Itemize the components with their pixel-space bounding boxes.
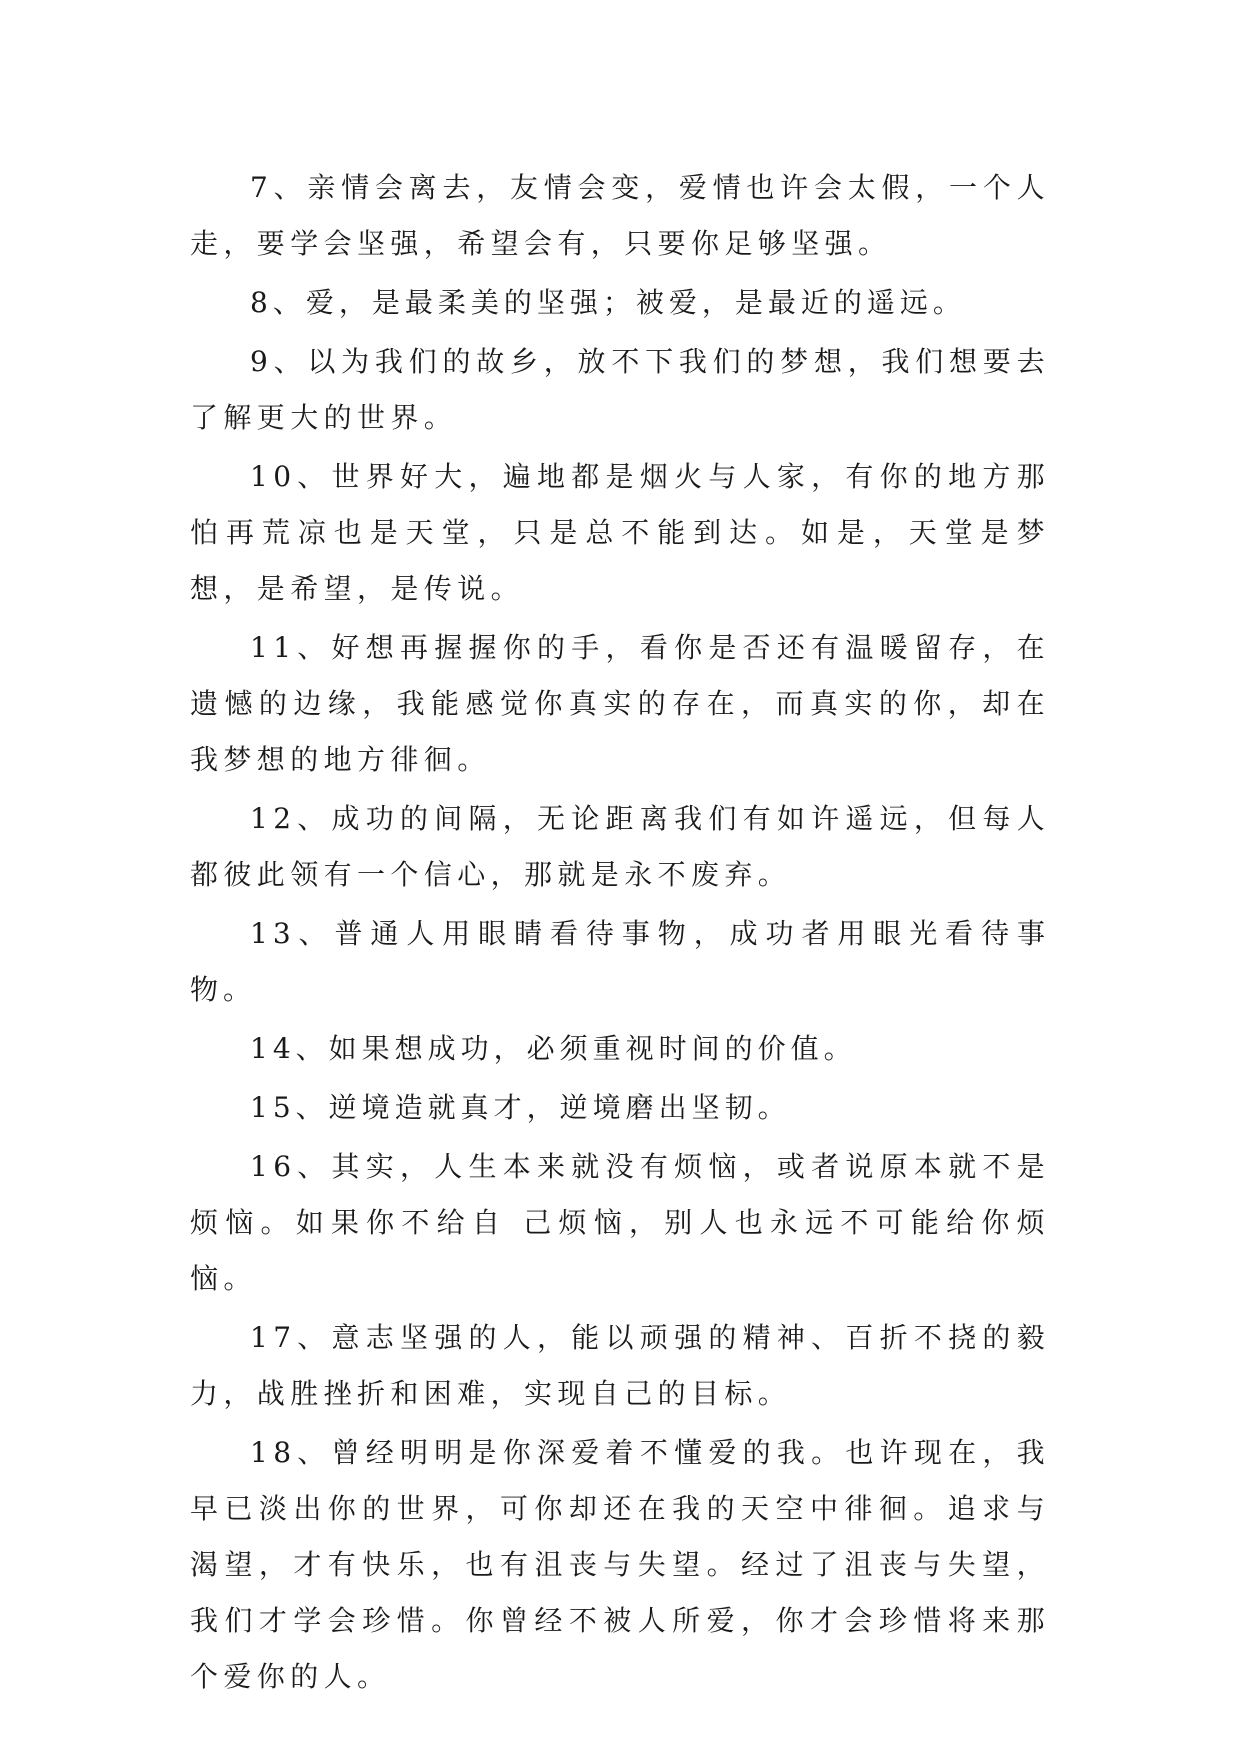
paragraph-18: 18、曾经明明是你深爱着不懂爱的我。也许现在，我早已淡出你的世界，可你却还在我的天空中徘徊。追求与渴望，才有快乐，也有沮丧与失望。经过了沮丧与失望，我们才学会珍惜。你曾经不被人所爱，你才会珍惜将来那个爱你的人。 xyxy=(190,1436,1050,1693)
paragraph-17: 17、意志坚强的人，能以顽强的精神、百折不挠的毅力，战胜挫折和困难，实现自己的目标。 xyxy=(190,1321,1050,1410)
document-body xyxy=(190,160,1050,1708)
paragraph-8: 8、爱，是最柔美的坚强；被爱，是最近的遥远。 xyxy=(250,286,966,319)
paragraph-15: 15、逆境造就真才，逆境磨出坚韧。 xyxy=(250,1091,791,1124)
paragraph-13: 13、普通人用眼睛看待事物，成功者用眼光看待事物。 xyxy=(190,917,1050,1006)
paragraph-11: 11、好想再握握你的手，看你是否还有温暖留存，在遗憾的边缘，我能感觉你真实的存在，而真实的你，却在我梦想的地方徘徊。 xyxy=(190,631,1050,776)
paragraph-10: 10、世界好大，遍地都是烟火与人家，有你的地方那怕再荒凉也是天堂，只是总不能到达。如是，天堂是梦想，是希望，是传说。 xyxy=(190,460,1050,605)
paragraph-7: 7、亲情会离去，友情会变，爱情也许会太假，一个人走，要学会坚强，希望会有，只要你足够坚强。 xyxy=(190,171,1050,260)
paragraph-9: 9、以为我们的故乡，放不下我们的梦想，我们想要去了解更大的世界。 xyxy=(190,345,1050,434)
paragraph-14: 14、如果想成功，必须重视时间的价值。 xyxy=(250,1032,857,1065)
paragraph-12: 12、成功的间隔，无论距离我们有如许遥远，但每人都彼此领有一个信心，那就是永不废弃。 xyxy=(190,802,1050,891)
paragraph-16: 16、其实，人生本来就没有烦恼，或者说原本就不是烦恼。如果你不给自 己烦恼，别人也永远不可能给你烦恼。 xyxy=(190,1150,1050,1295)
